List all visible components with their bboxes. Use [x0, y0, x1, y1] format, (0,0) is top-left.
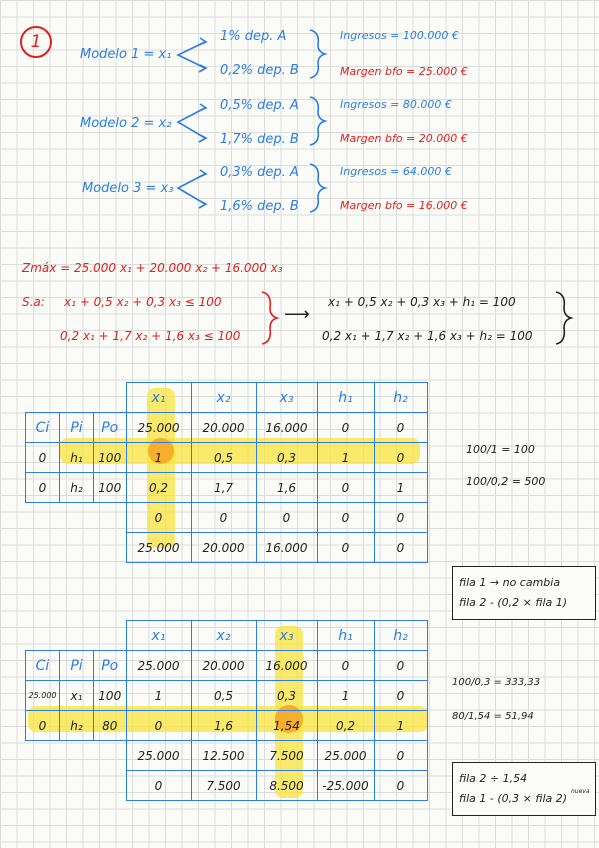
constraints-brace: [262, 292, 277, 344]
col-header-x1: x₁: [126, 621, 191, 651]
cj-zj-cell: 0: [374, 533, 427, 563]
cell: 0,2: [126, 473, 191, 503]
cj-zj-cell: 0: [126, 771, 191, 801]
col-header-x3: x₃: [256, 383, 317, 413]
model-2-brace: [310, 97, 325, 145]
table-row: [26, 473, 428, 503]
model-3-split-arrow: [178, 174, 205, 204]
model-3-dep-b: 1,6% dep. B: [220, 199, 299, 214]
cell: h₂: [60, 711, 94, 741]
col-header-h2: h₂: [374, 621, 427, 651]
cell: 0: [317, 473, 374, 503]
model-1-dep-a: 1% dep. A: [220, 29, 287, 44]
cj-cell: 16.000: [256, 413, 317, 443]
arrowhead-icon: [199, 38, 206, 45]
col-header-ci: Ci: [26, 413, 60, 443]
model-2-ingresos: Ingresos = 80.000 €: [340, 98, 452, 111]
model-2-label: Modelo 2 = x₂: [80, 116, 172, 131]
note-line: fila 1 → no cambia: [459, 576, 561, 589]
zj-cell: 0: [191, 503, 256, 533]
model-1-label: Modelo 1 = x₁: [80, 47, 172, 62]
col-header-pi: Pi: [60, 651, 94, 681]
zj-cell: 0: [126, 503, 191, 533]
arrowhead-icon: [199, 170, 206, 177]
cj-cell: 0: [374, 651, 427, 681]
cj-cell: 20.000: [191, 651, 256, 681]
zj-cell: 0: [256, 503, 317, 533]
col-header-h1: h₁: [317, 621, 374, 651]
cell: 100: [94, 681, 127, 711]
transform-arrow: ⟶: [284, 304, 310, 325]
zj-cell: 0: [317, 503, 374, 533]
model-2-dep-b: 1,7% dep. B: [220, 132, 299, 147]
cj-zj-cell: 8.500: [256, 771, 317, 801]
objective-function: Zmáx = 25.000 x₁ + 20.000 x₂ + 16.000 x₃: [22, 261, 283, 275]
cell: 1: [317, 443, 374, 473]
row-operations-note-2: [452, 762, 596, 816]
constraint-1: x₁ + 0,5 x₂ + 0,3 x₃ ≤ 100: [64, 295, 222, 309]
cj-cell: 16.000: [256, 651, 317, 681]
model-3-brace: [310, 164, 325, 212]
ratio-row-1: 100/1 = 100: [466, 443, 535, 456]
cell: 100: [94, 443, 127, 473]
cell: 80: [94, 711, 127, 741]
model-1-split-arrow: [178, 42, 205, 68]
standard-constraint-1: x₁ + 0,5 x₂ + 0,3 x₃ + h₁ = 100: [328, 295, 516, 309]
arrowhead-icon: [199, 104, 206, 111]
cj-zj-cell: 16.000: [256, 533, 317, 563]
table-row: [26, 711, 428, 741]
col-header-pi: Pi: [60, 413, 94, 443]
cell: h₁: [60, 443, 94, 473]
cell: 0,5: [191, 443, 256, 473]
cj-zj-cell: 0: [317, 533, 374, 563]
model-1-brace: [310, 30, 325, 78]
note-line: fila 1 - (0,3 × fila 2): [459, 791, 568, 805]
zj-cell: 25.000: [317, 741, 374, 771]
note-superscript: nueva: [571, 788, 590, 795]
simplex-tableau-2: [25, 620, 428, 801]
cell: 0: [374, 443, 427, 473]
cell: 0: [374, 681, 427, 711]
model-1-ingresos: Ingresos = 100.000 €: [340, 29, 459, 42]
cj-cell: 25.000: [126, 413, 191, 443]
zj-cell: 0: [374, 741, 427, 771]
cell: 1: [374, 473, 427, 503]
cell: 0: [26, 473, 60, 503]
note-line: fila 2 ÷ 1,54: [459, 772, 528, 785]
model-3-label: Modelo 3 = x₃: [82, 181, 174, 196]
cell: 0,3: [256, 443, 317, 473]
arrowhead-icon: [199, 135, 206, 142]
zj-cell: 25.000: [126, 741, 191, 771]
cell: h₂: [60, 473, 94, 503]
cj-cell: 25.000: [126, 651, 191, 681]
col-header-x2: x₂: [191, 383, 256, 413]
cell: 0,3: [256, 681, 317, 711]
cell: x₁: [60, 681, 94, 711]
ratio-row-1: 100/0,3 = 333,33: [452, 677, 541, 688]
col-header-po: Po: [94, 413, 127, 443]
model-3-ingresos: Ingresos = 64.000 €: [340, 165, 452, 178]
cell: 1: [317, 681, 374, 711]
pivot-cell: 1: [126, 443, 191, 473]
cj-cell: 0: [317, 651, 374, 681]
cell: 1,6: [191, 711, 256, 741]
model-2-margen: Margen bfo = 20.000 €: [340, 132, 468, 145]
model-2-split-arrow: [178, 108, 205, 138]
cj-cell: 20.000: [191, 413, 256, 443]
cell: 1: [374, 711, 427, 741]
model-2-dep-a: 0,5% dep. A: [220, 98, 299, 113]
cell: 100: [94, 473, 127, 503]
cell: 0: [26, 443, 60, 473]
col-header-x3: x₃: [256, 621, 317, 651]
cell: 0,2: [317, 711, 374, 741]
table-row: [26, 681, 428, 711]
col-header-h2: h₂: [374, 383, 427, 413]
col-header-h1: h₁: [317, 383, 374, 413]
cj-zj-cell: 20.000: [191, 533, 256, 563]
cell: 25.000: [26, 681, 60, 711]
note-line: fila 2 - (0,2 × fila 1): [459, 595, 568, 609]
cell: 0: [126, 711, 191, 741]
cj-cell: 0: [317, 413, 374, 443]
standard-constraint-2: 0,2 x₁ + 1,7 x₂ + 1,6 x₃ + h₂ = 100: [322, 329, 533, 343]
cj-zj-cell: 7.500: [191, 771, 256, 801]
pivot-cell: 1,54: [256, 711, 317, 741]
constraints-label: S.a:: [22, 295, 45, 309]
cell: 1,7: [191, 473, 256, 503]
model-1-margen: Margen bfo = 25.000 €: [340, 65, 468, 78]
cj-zj-cell: 0: [374, 771, 427, 801]
col-header-ci: Ci: [26, 651, 60, 681]
row-operations-note-1: [452, 566, 596, 620]
cell: 1,6: [256, 473, 317, 503]
model-1-dep-b: 0,2% dep. B: [220, 63, 299, 78]
cj-cell: 0: [374, 413, 427, 443]
cell: 0,5: [191, 681, 256, 711]
ratio-row-2: 80/1,54 = 51,94: [452, 711, 534, 722]
zj-cell: 12.500: [191, 741, 256, 771]
table-row: [26, 443, 428, 473]
col-header-x2: x₂: [191, 621, 256, 651]
zj-cell: 0: [374, 503, 427, 533]
model-3-dep-a: 0,3% dep. A: [220, 165, 299, 180]
standard-form-brace: [556, 292, 571, 344]
cj-zj-cell: 25.000: [126, 533, 191, 563]
model-3-margen: Margen bfo = 16.000 €: [340, 199, 468, 212]
problem-number: 1: [20, 26, 52, 58]
col-header-po: Po: [94, 651, 127, 681]
cell: 0: [26, 711, 60, 741]
cell: 1: [126, 681, 191, 711]
constraint-2: 0,2 x₁ + 1,7 x₂ + 1,6 x₃ ≤ 100: [60, 329, 241, 343]
zj-cell: 7.500: [256, 741, 317, 771]
col-header-x1: x₁: [126, 383, 191, 413]
ratio-row-2: 100/0,2 = 500: [466, 475, 546, 488]
cj-zj-cell: -25.000: [317, 771, 374, 801]
simplex-tableau-1: [25, 382, 428, 563]
arrowhead-icon: [199, 201, 206, 208]
